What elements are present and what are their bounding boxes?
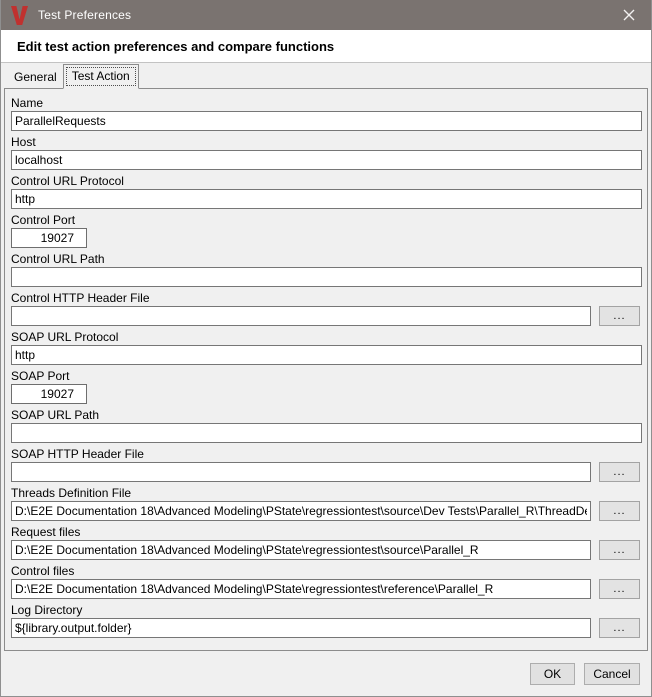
field-label: Control URL Protocol	[11, 174, 124, 188]
field-row	[11, 174, 642, 209]
soap-url-path-input[interactable]	[11, 423, 642, 443]
control-files-browse-button[interactable]: ...	[599, 579, 640, 599]
tab-panel	[4, 88, 648, 651]
request-files-input[interactable]	[11, 540, 591, 560]
button-bar	[1, 651, 651, 696]
field-row	[11, 525, 642, 560]
field-row	[11, 564, 642, 599]
control-url-protocol-input[interactable]	[11, 189, 642, 209]
field-label: SOAP URL Protocol	[11, 330, 119, 344]
soap-url-protocol-input[interactable]	[11, 345, 642, 365]
titlebar	[1, 0, 651, 30]
field-row	[11, 447, 642, 482]
field-row	[11, 252, 642, 287]
field-row	[11, 408, 642, 443]
field-row	[11, 135, 642, 170]
control-http-header-file-input[interactable]	[11, 306, 591, 326]
field-row	[11, 96, 642, 131]
field-label: Request files	[11, 525, 81, 539]
log-directory-input[interactable]	[11, 618, 591, 638]
field-label: Log Directory	[11, 603, 83, 617]
control-port-input[interactable]	[11, 228, 87, 248]
dialog-description	[1, 30, 651, 63]
ok-button[interactable]: OK	[530, 663, 575, 685]
field-label: Name	[11, 96, 44, 110]
log-directory-browse-button[interactable]: ...	[599, 618, 640, 638]
field-row	[11, 291, 642, 326]
field-row	[11, 486, 642, 521]
field-row	[11, 213, 642, 248]
threads-definition-file-input[interactable]	[11, 501, 591, 521]
field-label: Control files	[11, 564, 75, 578]
app-logo-icon	[11, 6, 28, 25]
soap-port-input[interactable]	[11, 384, 87, 404]
field-label: Host	[11, 135, 36, 149]
field-label: Threads Definition File	[11, 486, 132, 500]
soap-http-header-file-browse-button[interactable]: ...	[599, 462, 640, 482]
field-label: SOAP HTTP Header File	[11, 447, 144, 461]
soap-http-header-file-input[interactable]	[11, 462, 591, 482]
name-input[interactable]	[11, 111, 642, 131]
field-row	[11, 603, 642, 638]
dialog-description-text: Edit test action preferences and compare functions	[17, 38, 335, 54]
control-files-input[interactable]	[11, 579, 591, 599]
close-icon[interactable]	[607, 0, 651, 30]
field-label: Control HTTP Header File	[11, 291, 150, 305]
window-title: Test Preferences	[38, 8, 132, 22]
tab-test-action[interactable]: Test Action	[63, 64, 139, 89]
field-label: Control URL Path	[11, 252, 105, 266]
field-row	[11, 330, 642, 365]
request-files-browse-button[interactable]: ...	[599, 540, 640, 560]
cancel-button[interactable]: Cancel	[584, 663, 640, 685]
tab-bar	[1, 63, 651, 88]
control-url-path-input[interactable]	[11, 267, 642, 287]
host-input[interactable]	[11, 150, 642, 170]
tab-general[interactable]: General	[14, 70, 57, 84]
threads-definition-file-browse-button[interactable]: ...	[599, 501, 640, 521]
field-label: SOAP Port	[11, 369, 70, 383]
fields-container	[11, 96, 642, 638]
field-label: SOAP URL Path	[11, 408, 100, 422]
control-http-header-file-browse-button[interactable]: ...	[599, 306, 640, 326]
field-label: Control Port	[11, 213, 76, 227]
field-row	[11, 369, 642, 404]
